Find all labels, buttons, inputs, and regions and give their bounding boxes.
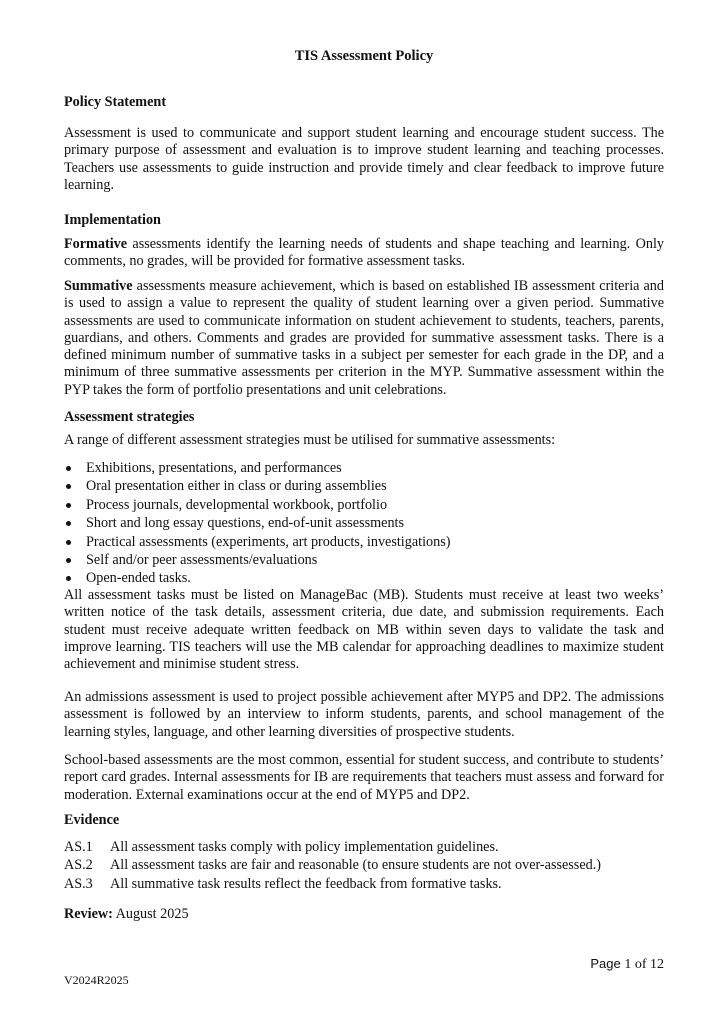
evidence-row (64, 875, 664, 893)
list-item (64, 533, 664, 551)
bullet-icon (66, 466, 71, 471)
formative-lead: Formative (64, 236, 128, 252)
bullet-icon (66, 484, 71, 489)
bullet-icon (66, 576, 71, 581)
assessment-strategies-heading: Assessment strategies (64, 409, 195, 425)
evidence-text: All assessment tasks comply with policy implementation guidelines. (110, 839, 499, 855)
page-number (590, 956, 664, 973)
review-label: Review: (64, 906, 113, 922)
summative-lead: Summative (64, 278, 133, 294)
evidence-row (64, 838, 664, 856)
review-line (64, 905, 189, 923)
evidence-text: All assessment tasks are fair and reasonable (to ensure students are not over-assessed.) (110, 857, 601, 874)
evidence-code: AS.2 (64, 857, 93, 874)
review-date: August 2025 (112, 906, 189, 922)
list-item-text: Oral presentation either in class or during assemblies (86, 478, 387, 495)
list-item (64, 496, 664, 514)
evidence-code: AS.1 (64, 839, 93, 855)
strategies-intro: A range of different assessment strategies must be utilised for summative assessments: (64, 432, 556, 448)
summative-text: assessments measure achievement, which is based on established IB assessment criteria and is used to assign a value to represent the quality of student learning over a given period. Summative assessments are used to communicate information on student achievement to students, teachers, parents, guardians, and others. Comments and grades are provided for summative assessment tasks. There is a defined minimum number of summative tasks in a subject per semester for each grade in the DP, and a minimum of three summative assessments per criterion in the MYP. Summative assessment within the PYP takes the form of portfolio presentations and unit celebrations. (64, 278, 664, 398)
list-item-text: Self and/or peer assessments/evaluations (86, 552, 318, 569)
version-code: V2024R2025 (64, 973, 129, 987)
formative-text: assessments identify the learning needs of students and shape teaching and learning. Only comments, no grades, will be provided for formative assessment tasks. (64, 236, 664, 270)
evidence-heading: Evidence (64, 812, 120, 828)
evidence-text: All summative task results reflect the feedback from formative tasks. (110, 875, 502, 892)
page-word: Page (590, 956, 621, 971)
list-item-text: Process journals, developmental workbook, portfolio (86, 496, 388, 513)
policy-statement-heading: Policy Statement (64, 94, 167, 110)
list-item (64, 477, 664, 495)
list-item (64, 514, 664, 532)
bullet-icon (66, 558, 71, 563)
school-based-paragraph: School-based assessments are the most common, essential for student success, and contribute to students’ report card grades. Internal assessments for IB are requirements that teachers must assess and forward for moderation. External examinations occur at the end of MYP5 and DP2. (64, 752, 664, 803)
list-item-text: Short and long essay questions, end-of-unit assessments (86, 515, 404, 532)
list-item (64, 569, 664, 587)
policy-statement-text: Assessment is used to communicate and support student learning and encourage student success. The primary purpose of assessment and evaluation is to improve student learning and teaching processes. Teachers use assessments to guide instruction and provide timely and clear feedback to improve future learning. (64, 125, 664, 193)
admissions-paragraph: An admissions assessment is used to project possible achievement after MYP5 and DP2. The admissions assessment is followed by an interview to inform students, parents, and school management of the learning styles, language, and other learning diversities of prospective students. (64, 689, 664, 740)
summative-paragraph (64, 278, 664, 399)
evidence-list (64, 838, 664, 893)
page-count: 1 of 12 (624, 957, 664, 972)
bullet-icon (66, 521, 71, 526)
document-title: TIS Assessment Policy (294, 48, 434, 64)
evidence-code: AS.3 (64, 875, 93, 892)
formative-paragraph (64, 236, 664, 271)
evidence-row (64, 856, 664, 874)
strategies-list (64, 459, 664, 588)
list-item-text: Open-ended tasks. (86, 570, 191, 587)
list-item (64, 551, 664, 569)
bullet-icon (66, 540, 71, 545)
list-item (64, 459, 664, 477)
list-item-text: Exhibitions, presentations, and performances (86, 460, 342, 476)
managebac-paragraph: All assessment tasks must be listed on ManageBac (MB). Students must receive at least two weeks’ written notice of the task details, assessment criteria, due date, and submission requirements. Each student must receive adequate written feedback on MB within seven days to validate the task and improve learning. TIS teachers will use the MB calendar for approaching deadlines to maximize student achievement and minimise student stress. (64, 587, 664, 673)
bullet-icon (66, 503, 71, 508)
implementation-heading: Implementation (64, 212, 161, 228)
list-item-text: Practical assessments (experiments, art products, investigations) (86, 533, 451, 550)
